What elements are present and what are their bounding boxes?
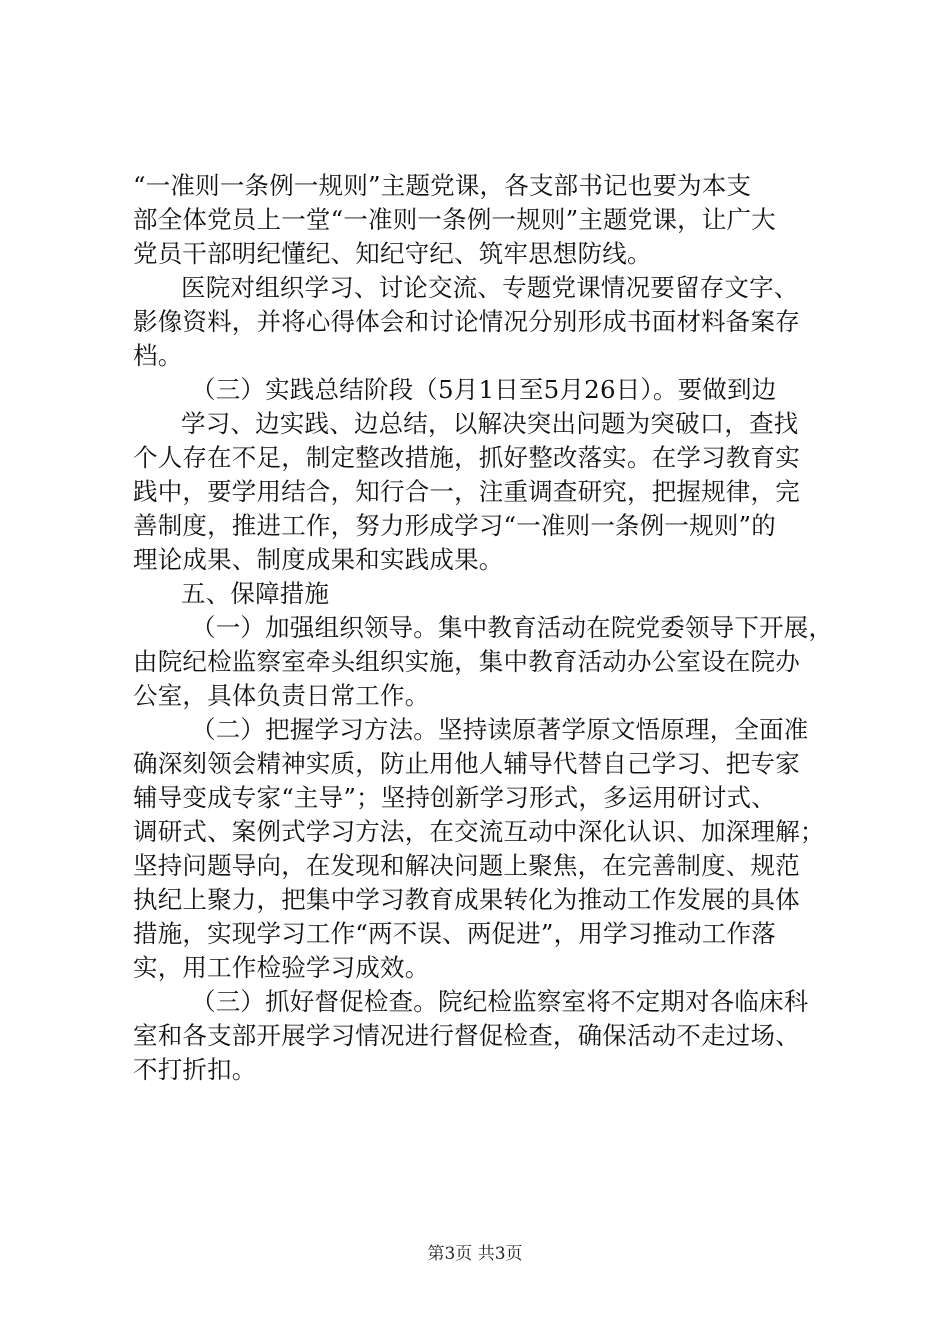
text-line: 公室，具体负责日常工作。	[133, 681, 430, 710]
text-line: 影像资料，并将心得体会和讨论情况分别形成书面材料备案存	[133, 307, 800, 336]
section-heading: 五、保障措施	[181, 579, 330, 608]
document-body	[133, 169, 833, 1087]
text-line: 善制度，推进工作，努力形成学习“一准则一条例一规则”的	[133, 511, 776, 540]
text-line: 学习、边实践、边总结，以解决突出问题为突破口，查找	[181, 409, 799, 438]
text-line: 由院纪检监察室牵头组织实施，集中教育活动办公室设在院办	[133, 647, 800, 676]
paragraph-start-line: （二）把握学习方法。坚持读原著学原文悟原理，全面准	[191, 715, 809, 744]
text-line: 部全体党员上一堂“一准则一条例一规则”主题党课，让广大	[133, 205, 776, 234]
text-line: 档。	[133, 341, 183, 370]
page-number-footer: 第3页 共3页	[427, 1244, 523, 1264]
text-line: 室和各支部开展学习情况进行督促检查，确保活动不走过场、	[133, 1021, 800, 1050]
text-line: 理论成果、制度成果和实践成果。	[133, 545, 504, 574]
text-line: 确深刻领会精神实质，防止用他人辅导代替自己学习、把专家	[133, 749, 800, 778]
text-line: 党员干部明纪懂纪、知纪守纪、筑牢思想防线。	[133, 239, 652, 268]
text-line: 调研式、案例式学习方法，在交流互动中深化认识、加深理解；	[133, 817, 825, 846]
text-line: 不打折扣。	[133, 1055, 257, 1084]
text-line: 践中，要学用结合，知行合一，注重调查研究，把握规律，完	[133, 477, 800, 506]
paragraph-start-line: （三）实践总结阶段（5月1日至5月26日）。要做到边	[191, 375, 777, 404]
text-line: 个人存在不足，制定整改措施，抓好整改落实。在学习教育实	[133, 443, 800, 472]
text-line: 执纪上聚力，把集中学习教育成果转化为推动工作发展的具体	[133, 885, 800, 914]
text-line: “一准则一条例一规则”主题党课，各支部书记也要为本支	[133, 171, 752, 200]
text-line: 坚持问题导向，在发现和解决问题上聚焦，在完善制度、规范	[133, 851, 800, 880]
paragraph-start-line: （三）抓好督促检查。院纪检监察室将不定期对各临床科	[191, 987, 809, 1016]
text-line: 实，用工作检验学习成效。	[133, 953, 430, 982]
text-line: 措施，实现学习工作“两不误、两促进”，用学习推动工作落	[133, 919, 776, 948]
text-line: 辅导变成专家“主导”；坚持创新学习形式，多运用研讨式、	[133, 783, 776, 812]
paragraph-start-line: 医院对组织学习、讨论交流、专题党课情况要留存文字、	[181, 273, 799, 302]
paragraph-start-line: （一）加强组织领导。集中教育活动在院党委领导下开展，	[191, 613, 834, 642]
